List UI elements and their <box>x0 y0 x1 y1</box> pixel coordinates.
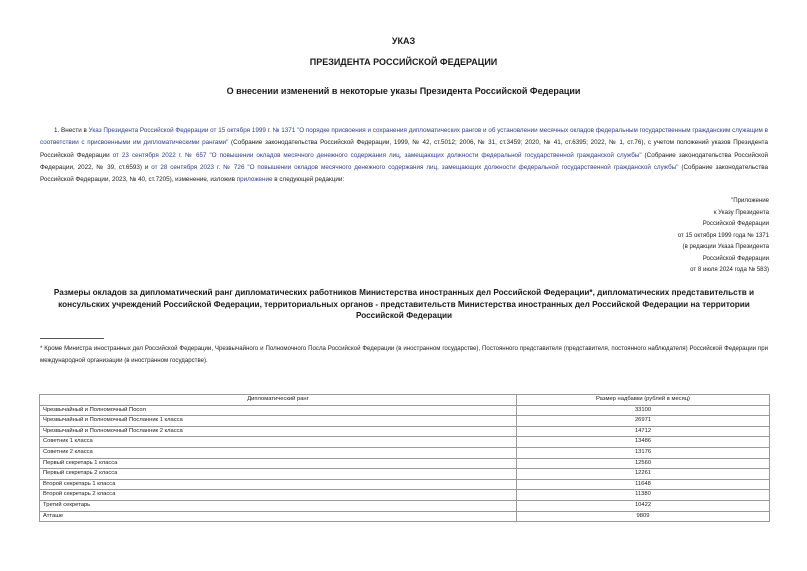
issuer-heading: ПРЕЗИДЕНТА РОССИЙСКОЙ ФЕДЕРАЦИИ <box>309 57 498 67</box>
amount-cell: 12261 <box>517 469 770 480</box>
amount-cell: 11648 <box>517 479 770 490</box>
appendix-line: (в редакции Указа Президента <box>682 243 769 250</box>
document-type-heading: УКАЗ <box>391 36 416 46</box>
table-row <box>40 500 770 511</box>
amount-cell: 14712 <box>517 426 770 437</box>
salary-table <box>39 394 770 522</box>
rank-cell: Первый секретарь 2 класса <box>40 469 517 480</box>
decree-657-link[interactable]: от 23 сентября 2022 г. № 657 "О повышении окладов месячного денежного содержания лиц, замещающих должности федеральной государственной гражданской службы" <box>112 151 642 159</box>
rank-cell: Чрезвычайный и Полномочный Посол <box>40 405 517 416</box>
paragraph-text-3: (Собрание законодательства Российской Федерации, 2022, № 39, ст.6593) и <box>40 151 768 171</box>
appendix-line: к Указу Президента <box>713 208 769 216</box>
rank-cell: Третий секретарь <box>40 500 517 511</box>
rank-cell: Чрезвычайный и Полномочный Посланник 1 класса <box>40 416 517 427</box>
paragraph-text-2: (Собрание законодательства Российской Федерации, 1999, № 42, ст.5012; 2006, № 31, ст.3459; 2020, № 41, ст.6395; 2022, № 1, ст.76), с учетом положений указов Президента Российской Федерации <box>40 139 769 159</box>
appendix-line: Российской Федерации <box>702 220 769 227</box>
table-row <box>40 405 770 416</box>
appendix-line: "Приложение <box>731 197 769 204</box>
amount-cell: 33100 <box>517 405 770 416</box>
paragraph-text-4: (Собрание законодательства Российской Федерации, 2023, № 40, ст.7205), изменение, изложив <box>40 163 768 184</box>
column-header-rank: Дипломатический ранг <box>40 395 517 406</box>
decree-726-link[interactable]: от 28 сентября 2023 г. № 726 "О повышении окладов месячного денежного содержания лиц, замещающих должности федеральной государственной гражданской службы" <box>151 163 679 171</box>
decree-1371-link[interactable]: Указ Президента Российской Федерации от 15 октября 1999 г. № 1371 "О порядке присвоения и сохранения дипломатических рангов и об установлении месячных окладов федеральным государственным гражданским служащим в соответствии с присвоенными им дипломатическими рангами" <box>40 127 768 147</box>
table-row <box>40 511 770 522</box>
footnote-divider <box>40 338 104 339</box>
column-header-amount: Размер надбавки (рублей в месяц) <box>517 395 770 406</box>
amount-cell: 9809 <box>517 511 770 522</box>
table-body <box>40 405 770 522</box>
table-row <box>40 490 770 501</box>
appendix-reference <box>629 195 769 276</box>
appendix-line: от 15 октября 1999 года № 1371 <box>677 231 769 239</box>
rank-cell: Первый секретарь 1 класса <box>40 458 517 469</box>
rank-cell: Атташе <box>40 511 517 522</box>
appendix-title: Размеры окладов за дипломатический ранг дипломатических работников Министерства иностранных дел Российской Федерации*, дипломатических представительств и консульских учреждений Российской Федерации, территориальных органов - представительств Министерства иностранных дел Российской Федерации на территории Российской Федерации <box>53 288 755 320</box>
paragraph-text-1: 1. Внести в <box>54 127 89 134</box>
appendix-link[interactable]: приложение <box>236 176 273 184</box>
table-row <box>40 437 770 448</box>
paragraph-text-5: в следующей редакции: <box>272 176 345 184</box>
footnote: * Кроме Министра иностранных дел Российской Федерации, Чрезвычайного и Полномочного Посла Российской Федерации (в иностранном государстве), Постоянного представителя (представителя, постоянного наблюдателя) Российской Федерации при международной организации (в иностранном государстве). <box>40 345 768 364</box>
appendix-line: от 8 июля 2024 года № 583) <box>690 266 769 273</box>
table-row <box>40 469 770 480</box>
table-row <box>40 479 770 490</box>
table-row <box>40 426 770 437</box>
table-row <box>40 447 770 458</box>
rank-cell: Советник 1 класса <box>40 437 517 448</box>
amount-cell: 26971 <box>517 416 770 427</box>
main-paragraph <box>40 125 768 186</box>
table-row <box>40 458 770 469</box>
amount-cell: 13176 <box>517 447 770 458</box>
table-row <box>40 416 770 427</box>
rank-cell: Советник 2 класса <box>40 447 517 458</box>
amount-cell: 10422 <box>517 500 770 511</box>
document-title: О внесении изменений в некоторые указы Президента Российской Федерации <box>226 86 581 96</box>
rank-cell: Чрезвычайный и Полномочный Посланник 2 класса <box>40 426 517 437</box>
rank-cell: Второй секретарь 2 класса <box>40 490 517 501</box>
rank-cell: Второй секретарь 1 класса <box>40 479 517 490</box>
amount-cell: 12560 <box>517 458 770 469</box>
table-header-row <box>40 395 770 406</box>
amount-cell: 11380 <box>517 490 770 501</box>
amount-cell: 13486 <box>517 437 770 448</box>
appendix-line: Российской Федерации <box>702 254 769 262</box>
